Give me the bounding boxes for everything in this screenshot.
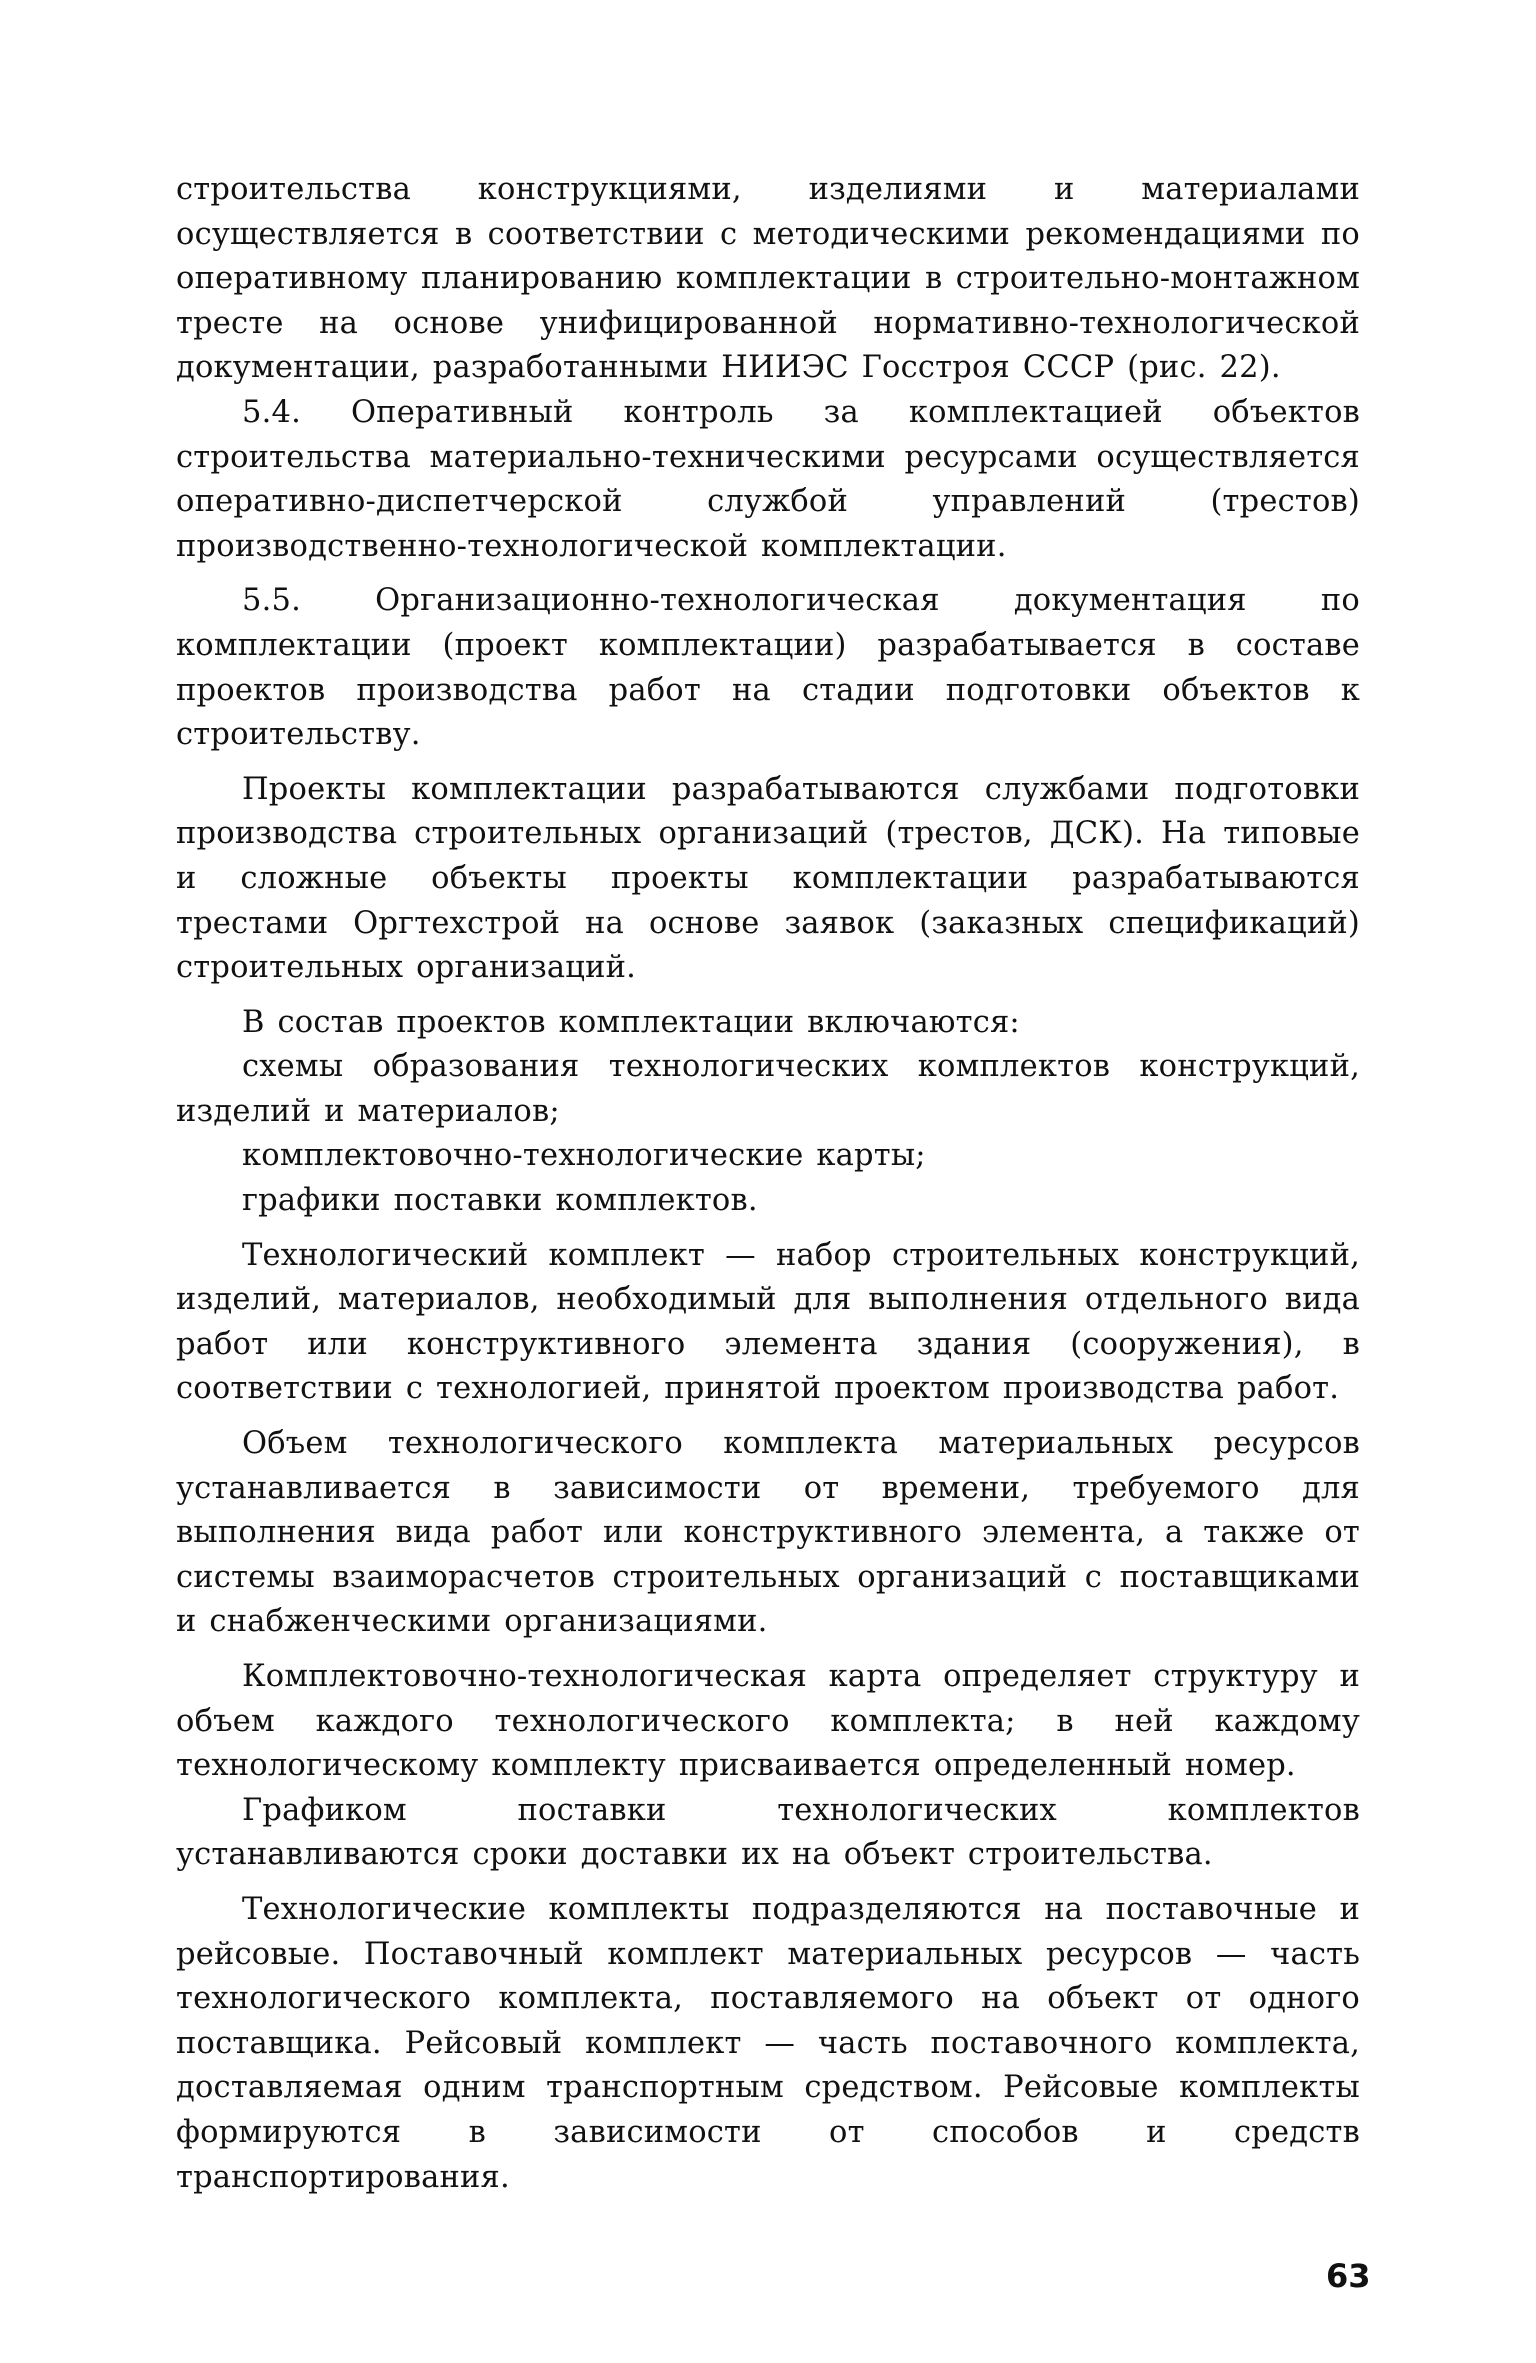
- paragraph: строительства конструкциями, изделиями и материалами осуществляется в соответствии с методическими рекомендациями по оперативному планированию комплектации в строительно-монтажном тресте на основе унифицированной нормативно-технологической документации, разработанными НИИЭС Госстроя СССР (рис. 22).: [176, 172, 1360, 386]
- paragraph: Комплектовочно-технологическая карта определяет структуру и объем каждого технологического комплекта; в ней каждому технологическому комплекту присваивается определенный номер.: [176, 1659, 1360, 1784]
- paragraph: 5.4. Оперативный контроль за комплектацией объектов строительства материально-техническими ресурсами осуществляется оперативно-диспетчерской службой управлений (трестов) производственно-технологической комплектации.: [176, 394, 1360, 564]
- list-item: комплектовочно-технологические карты;: [242, 1138, 926, 1174]
- list-item: графики поставки комплектов.: [242, 1183, 758, 1219]
- paragraph: Технологический комплект — набор строительных конструкций, изделий, материалов, необходимый для выполнения отдельного вида работ или конструктивного элемента здания (сооружения), в соответствии с технологией, принятой проектом производства работ.: [176, 1237, 1360, 1407]
- paragraph: Объем технологического комплекта материальных ресурсов устанавливается в зависимости от времени, требуемого для выполнения вида работ или конструктивного элемента, а также от системы взаиморасчетов строительных организаций с поставщиками и снабженческими организациями.: [176, 1426, 1360, 1640]
- paragraph: В состав проектов комплектации включаются:: [242, 1004, 1020, 1040]
- page-number: 63: [1326, 2257, 1371, 2295]
- body-text: [176, 168, 1360, 2200]
- paragraph: Технологические комплекты подразделяются на поставочные и рейсовые. Поставочный комплект материальных ресурсов — часть технологического комплекта, поставляемого на объект от одного поставщика. Рейсовый комплект — часть поставочного комплекта, доставляемая одним транспортным средством. Рейсовые комплекты формируются в зависимости от способов и средств транспортирования.: [176, 1891, 1360, 2195]
- paragraph: Проекты комплектации разрабатываются службами подготовки производства строительных организаций (трестов, ДСК). На типовые и сложные объекты проекты комплектации разрабатываются трестами Оргтехстрой на основе заявок (заказных спецификаций) строительных организаций.: [176, 771, 1360, 986]
- list-item: схемы образования технологических комплектов конструкций, изделий и материалов;: [176, 1049, 1360, 1129]
- paragraph: 5.5. Организационно-технологическая документация по комплектации (проект комплектации) разрабатывается в составе проектов производства работ на стадии подготовки объектов к строительству.: [176, 583, 1360, 753]
- paragraph: Графиком поставки технологических комплектов устанавливаются сроки доставки их на объект строительства.: [176, 1792, 1360, 1873]
